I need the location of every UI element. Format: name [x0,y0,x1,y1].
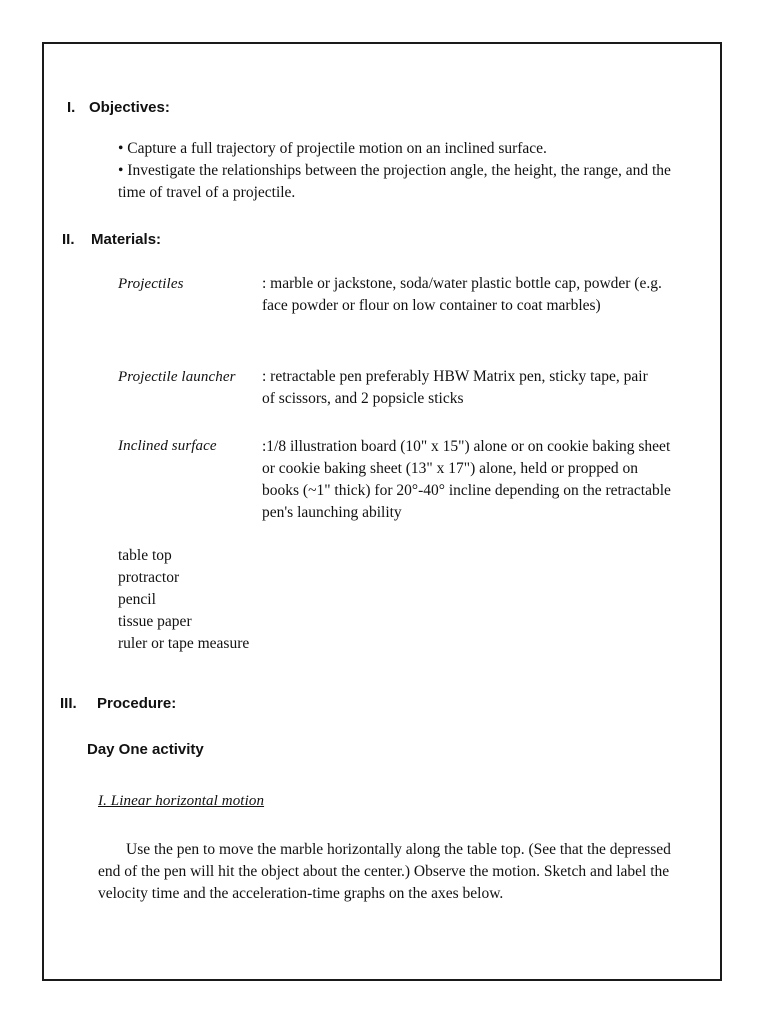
procedure-number: III. [60,695,77,712]
objectives-title: Objectives: [89,99,170,116]
material-label: Projectiles [118,276,184,292]
material-description: : marble or jackstone, soda/water plastic bottle cap, powder (e.g. face powder or flour on low container to coat marbles) [262,275,662,314]
materials-heading [62,231,161,248]
procedure-heading [60,695,176,712]
materials-title: Materials: [91,231,162,248]
objective-bullet: • Capture a full trajectory of projectile motion on an inclined surface. [118,140,547,157]
procedure-title: Procedure: [97,695,177,712]
material-item: ruler or tape measure [118,635,250,652]
procedure-paragraph: Use the pen to move the marble horizontally along the table top. (See that the depressed end of the pen will hit the object about the center.) Observe the motion. Sketch and label the velocity time and the acceleration-time graphs on the axes below. [98,841,671,902]
material-item: tissue paper [118,613,192,630]
objectives-heading [67,99,170,116]
part-title: I. Linear horizontal motion [98,793,265,809]
objective-bullet: • Investigate the relationships between the projection angle, the height, the range, and the time of travel of a projectile. [118,162,671,201]
material-description: :1/8 illustration board (10" x 15") alone or on cookie baking sheet or cookie baking sheet (13" x 17") alone, held or propped on books (~1" thick) for 20°-40° incline depending on the retractable pen's launching ability [262,438,671,521]
day-one-subheading: Day One activity [87,741,204,758]
material-label: Projectile launcher [118,369,236,385]
material-label: Inclined surface [118,438,217,454]
objectives-list [118,138,678,204]
materials-simple-list [118,545,249,655]
materials-number: II. [62,231,75,248]
material-item: pencil [118,591,156,608]
material-item: protractor [118,569,180,586]
objectives-number: I. [67,99,76,116]
material-item: table top [118,547,172,564]
material-description: : retractable pen preferably HBW Matrix pen, sticky tape, pair of scissors, and 2 popsicle sticks [262,368,648,407]
